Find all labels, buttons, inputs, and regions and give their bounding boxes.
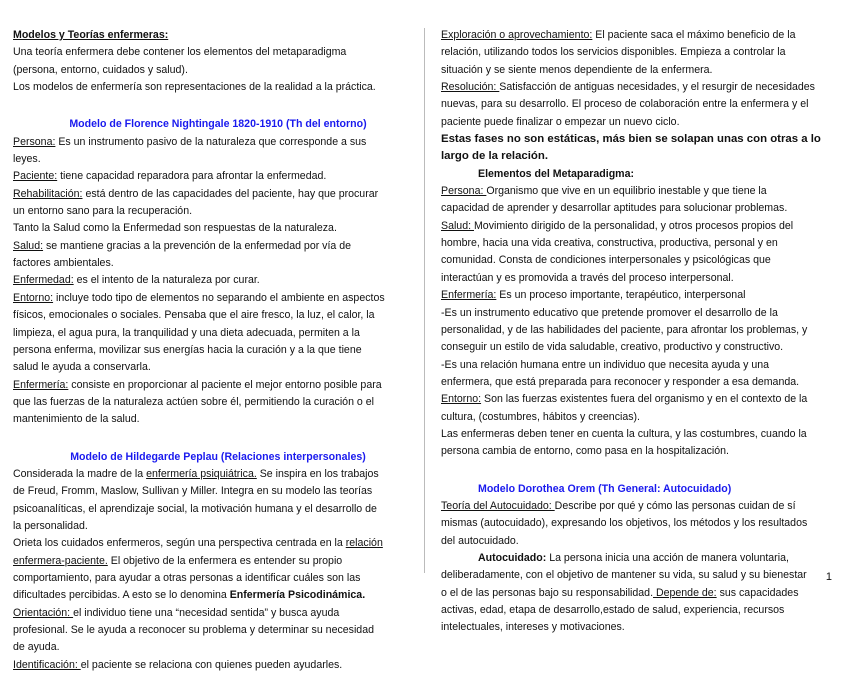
body-text: La persona inicia una acción de manera voluntaria, — [546, 551, 789, 564]
term-label: Paciente: — [13, 170, 58, 183]
body-text: Modelo Dorothea Orem (Th General: Autocuidado) — [478, 482, 732, 495]
emphasis-text: Autocuidado: — [478, 551, 547, 564]
paragraph — [441, 550, 841, 567]
emphasis-text: Elementos del Metaparadigma: — [478, 167, 635, 180]
body-text: Una teoría enfermera debe contener los elementos del metaparadigma (persona, entorno, cuidados y salud). Los modelos de enfermería son representaciones de la realidad a la práctica. — [13, 46, 376, 94]
term-label: Persona: — [441, 185, 487, 198]
term-label: Entorno: — [13, 291, 54, 304]
body-text: Son las fuerzas existentes fuera del organismo y en el contexto de la cultura, (costumbres, hábitos y creencias). Las enfermeras deben tener en cuenta la cultura, y las costumbres, cuando la persona cambia de entorno, como pasa en la hospitalización. — [441, 393, 808, 458]
paragraph — [13, 535, 423, 604]
term-label: Rehabilitación: — [13, 187, 83, 200]
body-text: Organismo que vive en un equilibrio inestable y que tiene la capacidad de aprender y desarrollar aptitudes para solucionar problemas. — [441, 185, 788, 215]
paragraph — [13, 186, 423, 238]
body-text: Es un instrumento pasivo de la naturaleza que corresponde a sus leyes. — [13, 135, 367, 166]
paragraph — [13, 134, 423, 169]
section-heading — [13, 116, 423, 133]
body-text: Considerada la madre de la — [13, 467, 147, 480]
paragraph — [441, 79, 841, 131]
body-text: tiene capacidad reparadora para afrontar la enfermedad. — [57, 170, 327, 183]
term-label: Depende de: — [653, 586, 717, 599]
term-label: relación enfermera-paciente. — [13, 537, 383, 567]
column-divider — [424, 28, 425, 573]
term-label: Resolución: — [441, 81, 500, 94]
term-label: Teoría del Autocuidado: — [441, 499, 555, 512]
left-column — [13, 27, 423, 674]
body-text: se mantiene gracias a la prevención de la enfermedad por vía de factores ambientales. — [13, 239, 352, 270]
term-label: enfermería psiquiátrica. — [146, 467, 257, 480]
paragraph — [441, 166, 841, 183]
paragraph — [13, 272, 423, 289]
term-label: Exploración o aprovechamiento: — [441, 29, 593, 41]
section-heading — [441, 481, 841, 498]
body-text: Describe por qué y cómo las personas cuidan de sí mismas (autocuidado), expresando los objetivos, los métodos y los resultados del autocuidado. — [441, 499, 808, 547]
paragraph — [13, 377, 423, 429]
term-label: Identificación: — [13, 658, 81, 671]
paragraph — [441, 131, 841, 166]
paragraph — [13, 168, 423, 185]
paragraph — [13, 657, 423, 674]
body-text: incluye todo tipo de elementos no separando el ambiente en aspectos físicos, emocionales o sociales. Pensaba que el aire fresco, la luz, el calor, la limpieza, el agua pura, la tranquilidad y una dieta adecuada, permiten a la persona enferma, movilizar sus energías hacia la curación y a la que tiene salud le ayuda a conservarla. — [13, 291, 385, 374]
paragraph — [13, 44, 423, 96]
paragraph — [13, 27, 423, 44]
term-label: Persona: — [13, 135, 56, 148]
term-label: Enfermería: — [441, 289, 497, 302]
body-text: Satisfacción de antiguas necesidades, y el resurgir de necesidades nuevas, para su desarrollo. El proceso de colaboración entre la enfermera y el paciente puede finalizar o empezar un nuevo ciclo. — [441, 81, 815, 128]
body-text: El objetivo de la enfermera es entender su propio comportamiento, para ayudar a otras personas a identificar cuáles son las dificultades percibidas. A esto se lo denomina — [13, 554, 361, 602]
body-text: Modelo de Florence Nightingale 1820-1910 (Th del entorno) — [69, 118, 367, 131]
paragraph — [441, 183, 841, 218]
body-text: consiste en proporcionar al paciente el mejor entorno posible para que las fuerzas de la naturaleza actúen sobre él, permitiendo la curación o el mantenimiento de la salud. — [13, 378, 382, 426]
emphasis-text: Enfermería Psicodinámica. — [229, 589, 366, 602]
paragraph — [441, 567, 841, 636]
body-text: el paciente se relaciona con quienes pueden ayudarles. — [80, 658, 343, 671]
term-label: Modelos y Teorías enfermeras: — [13, 29, 169, 41]
term-label: Enfermería: — [13, 378, 69, 391]
body-text: es el intento de la naturaleza por curar. — [73, 274, 260, 287]
paragraph — [441, 218, 841, 287]
paragraph — [441, 498, 841, 550]
body-text: está dentro de las capacidades del paciente, hay que procurar un entorno sano para la recuperación. Tanto la Salud como la Enfermedad son respuestas de la naturaleza. — [13, 187, 379, 235]
paragraph — [441, 27, 841, 79]
paragraph — [13, 605, 423, 657]
body-text: Se inspira en los trabajos de Freud, Fromm, Maslow, Sullivan y Miller. Integra en su modelo las teorías psicoanalíticas, el aprendizaje social, la motivación humana y el desarrollo de la personalidad. — [13, 467, 379, 532]
term-label: Salud: — [441, 219, 474, 232]
term-label: Orientación: — [13, 606, 74, 619]
body-text: El paciente saca el máximo beneficio de la relación, utilizando todos los servicios disponibles. Empieza a controlar la situación y se siente menos dependiente de la enfermera. — [441, 29, 796, 76]
paragraph — [13, 290, 423, 377]
body-text: el individuo tiene una “necesidad sentida” y busca ayuda profesional. Se le ayuda a reconocer su problema y determinar su necesidad de ayuda. — [13, 606, 374, 654]
paragraph — [13, 466, 423, 535]
body-text: Modelo de Hildegarde Peplau (Relaciones interpersonales) — [70, 450, 366, 463]
body-text: Orieta los cuidados enfermeros, según una perspectiva centrada en la — [13, 537, 346, 550]
paragraph — [13, 238, 423, 273]
term-label: Salud: — [13, 239, 44, 252]
paragraph — [441, 391, 841, 460]
paragraph — [441, 287, 841, 391]
right-column — [441, 27, 841, 637]
emphasis-text: Estas fases no son estáticas, más bien se solapan unas con otras a lo largo de la relación. — [441, 133, 821, 163]
term-label: Enfermedad: — [13, 274, 74, 287]
body-text: deliberadamente, con el objetivo de mantener su vida, su salud y su bienestar o el de las personas bajo su responsabilidad. — [441, 569, 807, 599]
page-number: 1 — [825, 571, 832, 583]
body-text: sus capacidades activas, edad, etapa de desarrollo,estado de salud, experiencia, recursos intelectuales, intereses y motivaciones. — [441, 586, 799, 634]
body-text: Movimiento dirigido de la personalidad, y otros procesos propios del hombre, hacia una vida creativa, constructiva, productiva, personal y en comunidad. Consta de condiciones interpersonales y psicológicas que interactúan y es promovida a través del proceso interpersonal. — [441, 219, 794, 284]
term-label: Entorno: — [441, 393, 482, 406]
body-text: Es un proceso importante, terapéutico, interpersonal -Es un instrumento educativo que pretende promover el desarrollo de la personalidad, y de las habilidades del paciente, para afrontar los problemas, y conseguir un estilo de vida saludable, creativo, productivo y constructivo. -Es una relación humana entre un individuo que necesita ayuda y una enfermera, que está preparada para reconocer y responder a esa demanda. — [441, 289, 808, 388]
section-heading — [13, 449, 423, 466]
